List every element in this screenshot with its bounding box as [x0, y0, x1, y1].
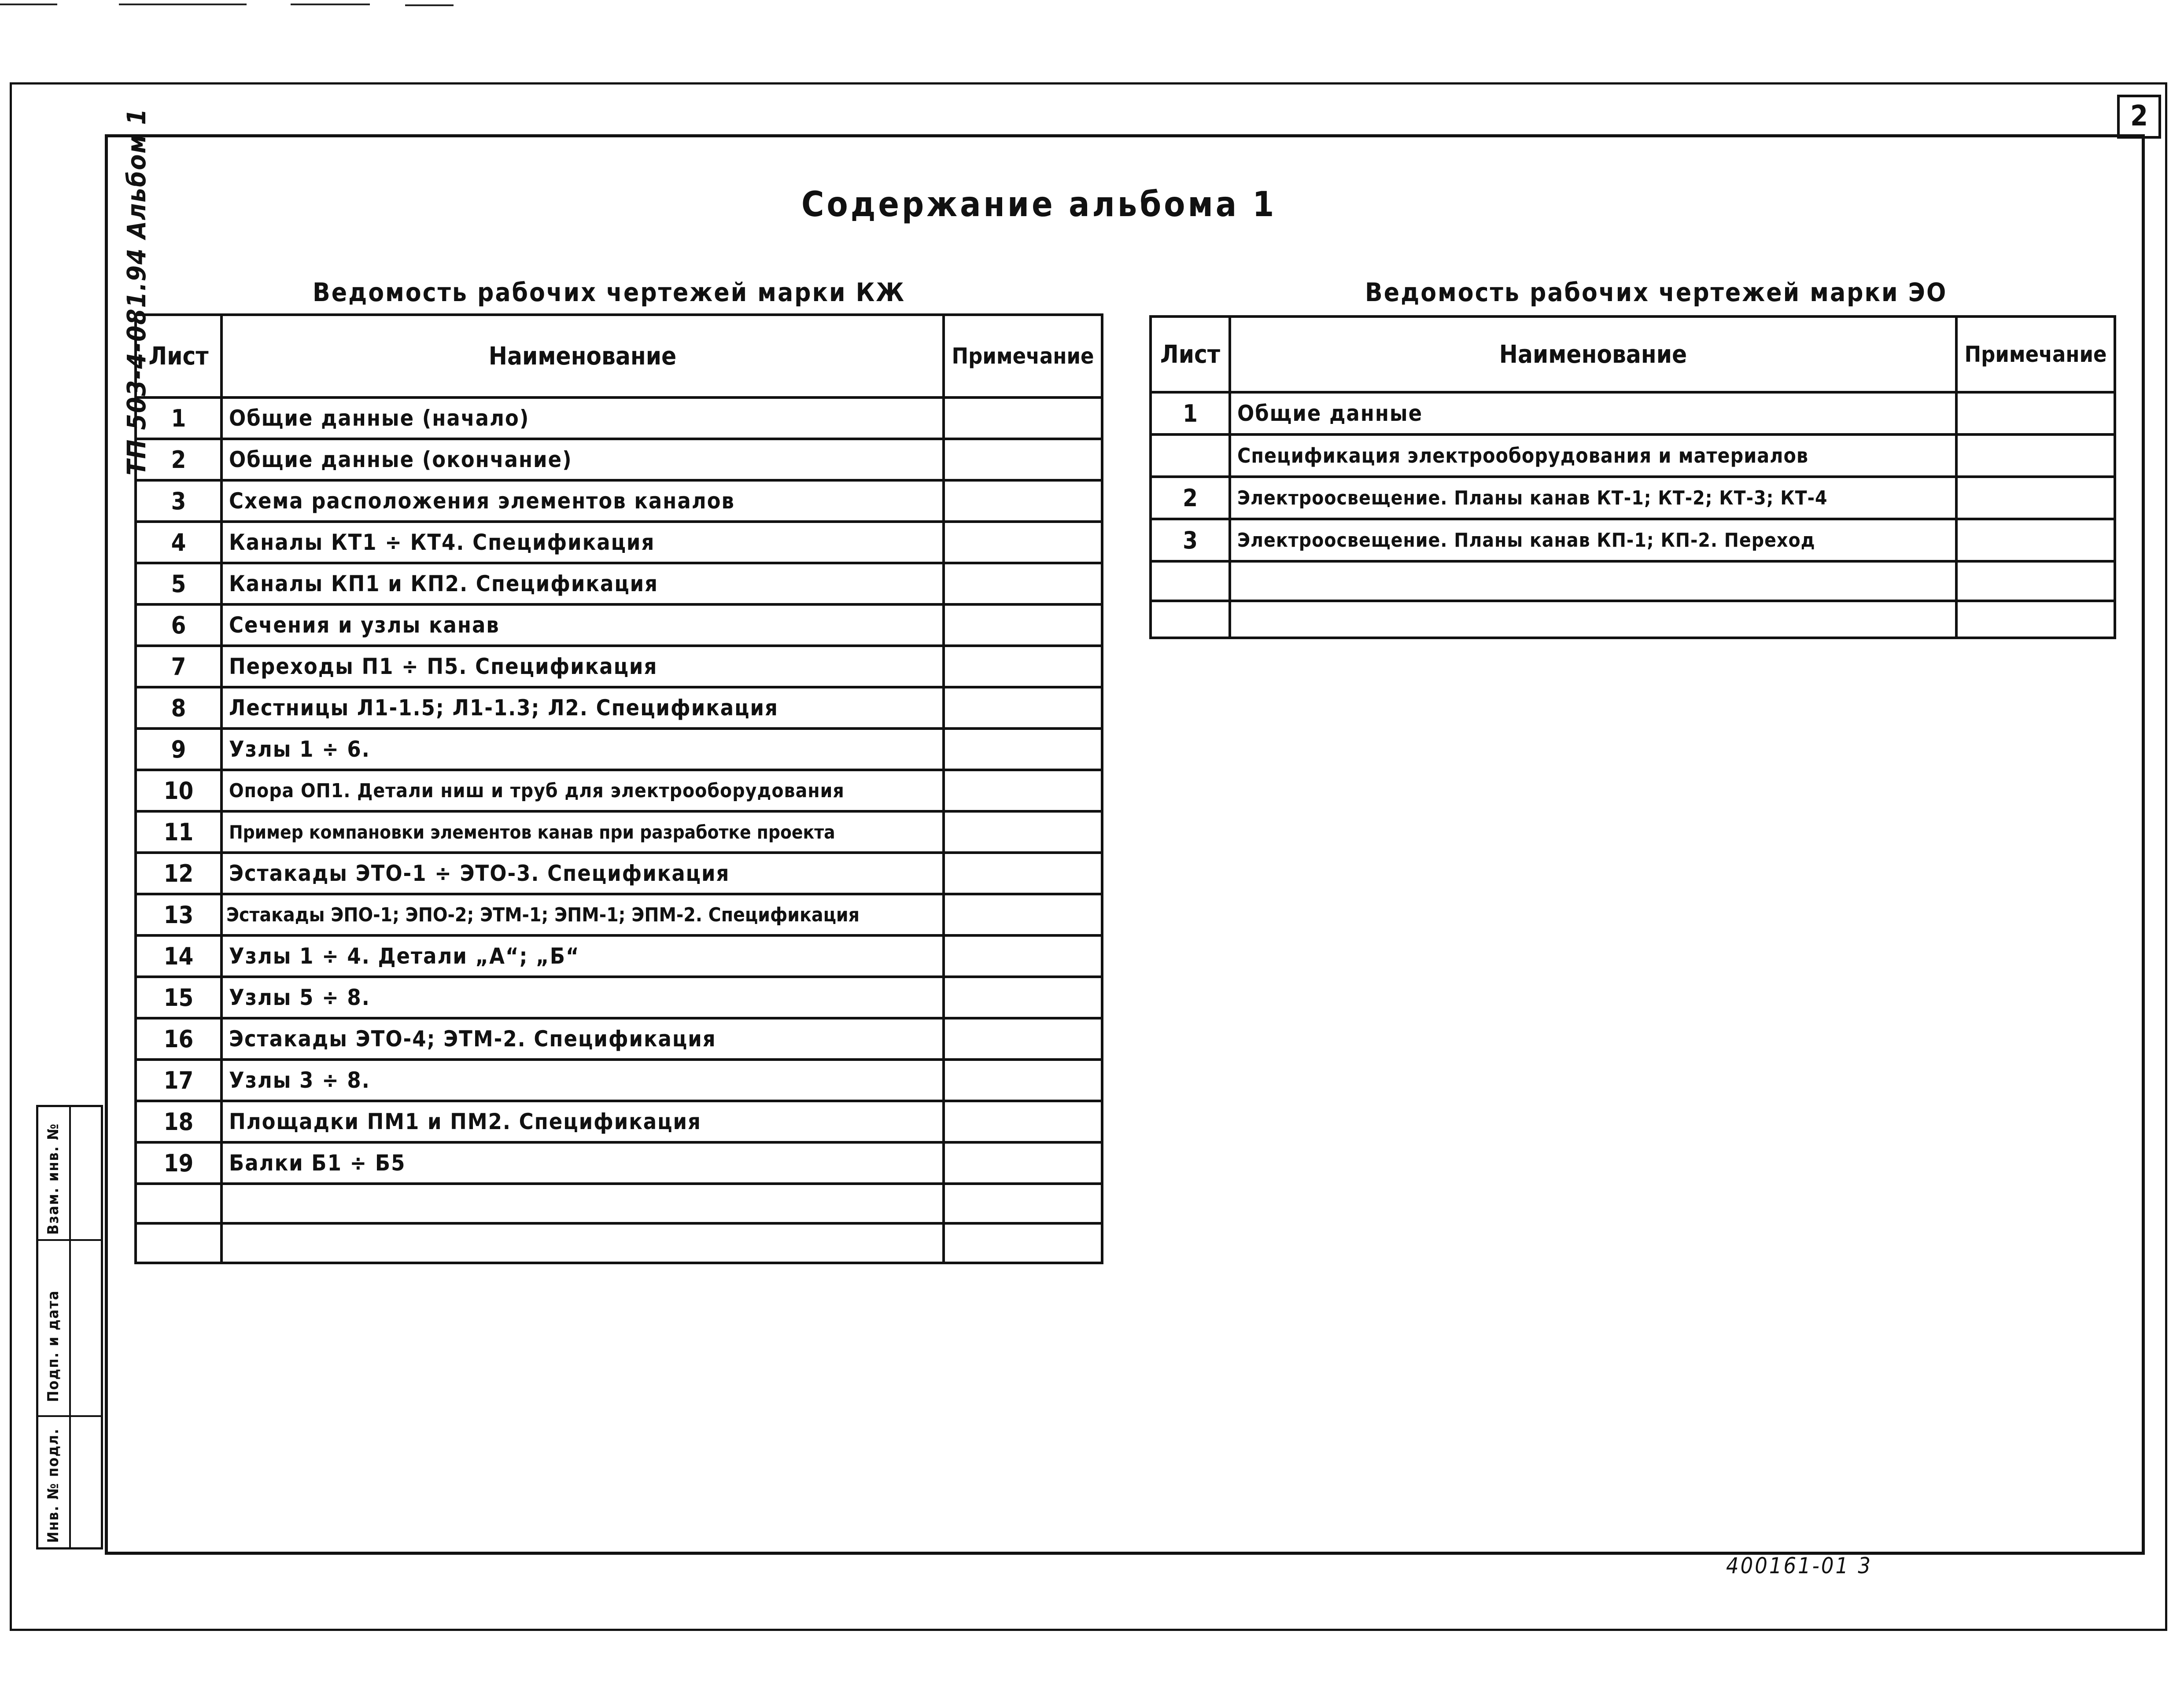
- row-name: Эстакады ЭПО-1; ЭПО-2; ЭТМ-1; ЭПМ-1; ЭПМ-2. Спецификация: [221, 894, 944, 935]
- scan-artifact-line: [405, 4, 454, 6]
- row-note: [944, 687, 1102, 729]
- row-note: [1956, 434, 2115, 477]
- header-note: Примечание: [944, 315, 1102, 397]
- row-sheet: [1151, 601, 1230, 638]
- table-row: [136, 439, 1102, 480]
- table-row: [136, 853, 1102, 894]
- table-row: [136, 770, 1102, 811]
- table-row: [136, 480, 1102, 522]
- row-sheet: 8: [136, 687, 221, 729]
- row-name: Узлы 5 ÷ 8.: [221, 977, 944, 1018]
- row-sheet: 13: [136, 894, 221, 935]
- table-header-row: [1151, 317, 2115, 392]
- row-name: [221, 1184, 944, 1223]
- row-sheet: 10: [136, 770, 221, 811]
- row-sheet: 4: [136, 522, 221, 563]
- row-name: [221, 1223, 944, 1263]
- row-note: [944, 522, 1102, 563]
- footer-document-code: 400161-01 3: [1726, 1553, 1873, 1579]
- row-note: [944, 1142, 1102, 1184]
- stamp-inv-podl: Инв. № подл.: [44, 1428, 62, 1543]
- row-sheet: [1151, 561, 1230, 601]
- row-sheet: 18: [136, 1101, 221, 1142]
- table-row: [136, 894, 1102, 935]
- row-sheet: [1151, 434, 1230, 477]
- stamp-vzam-inv: Взам. инв. №: [44, 1123, 62, 1235]
- row-sheet: 9: [136, 729, 221, 770]
- row-sheet: 7: [136, 646, 221, 687]
- row-sheet: 2: [136, 439, 221, 480]
- row-sheet: 12: [136, 853, 221, 894]
- row-note: [944, 1060, 1102, 1101]
- row-note: [1956, 392, 2115, 434]
- table-row: [136, 604, 1102, 646]
- row-note: [944, 1101, 1102, 1142]
- row-name: Каналы КП1 и КП2. Спецификация: [221, 563, 944, 604]
- row-note: [944, 397, 1102, 439]
- header-note: Примечание: [1956, 317, 2115, 392]
- header-name: Наименование: [221, 315, 944, 397]
- row-name: Общие данные: [1230, 392, 1956, 434]
- scan-artifact-line: [119, 4, 247, 5]
- row-name: Сечения и узлы канав: [221, 604, 944, 646]
- row-note: [944, 853, 1102, 894]
- row-name: Площадки ПМ1 и ПМ2. Спецификация: [221, 1101, 944, 1142]
- eo-table: [1149, 315, 2116, 639]
- row-sheet: 3: [1151, 519, 1230, 561]
- row-name: Пример компановки элементов канав при разработке проекта: [221, 811, 944, 853]
- table-row: [136, 522, 1102, 563]
- row-name: Узлы 3 ÷ 8.: [221, 1060, 944, 1101]
- page-number: 2: [2117, 95, 2161, 139]
- row-sheet: 15: [136, 977, 221, 1018]
- table-row: [136, 646, 1102, 687]
- header-sheet: Лист: [136, 315, 221, 397]
- row-sheet: 17: [136, 1060, 221, 1101]
- row-note: [944, 770, 1102, 811]
- eo-table-title: Ведомость рабочих чертежей марки ЭО: [1365, 277, 1948, 307]
- stamp-divider: [38, 1415, 101, 1417]
- row-name: Опора ОП1. Детали ниш и труб для электрооборудования: [221, 770, 944, 811]
- row-sheet: 1: [136, 397, 221, 439]
- side-document-code: ТП 503-4-081.94 Альбом 1: [122, 108, 151, 475]
- row-sheet: 11: [136, 811, 221, 853]
- row-note: [1956, 561, 2115, 601]
- row-note: [1956, 519, 2115, 561]
- row-sheet: 19: [136, 1142, 221, 1184]
- row-note: [944, 604, 1102, 646]
- row-name: Спецификация электрооборудования и материалов: [1230, 434, 1956, 477]
- table-row: [1151, 392, 2115, 434]
- row-note: [1956, 601, 2115, 638]
- row-sheet: 6: [136, 604, 221, 646]
- row-sheet: [136, 1184, 221, 1223]
- table-row: [136, 1060, 1102, 1101]
- table-row: [136, 397, 1102, 439]
- table-row: [1151, 477, 2115, 519]
- row-sheet: 2: [1151, 477, 1230, 519]
- stamp-divider: [38, 1239, 101, 1241]
- row-name: Переходы П1 ÷ П5. Спецификация: [221, 646, 944, 687]
- table-row: [1151, 519, 2115, 561]
- row-name: Общие данные (начало): [221, 397, 944, 439]
- table-row: [136, 1142, 1102, 1184]
- row-name: [1230, 601, 1956, 638]
- row-name: Каналы КТ1 ÷ КТ4. Спецификация: [221, 522, 944, 563]
- row-name: Эстакады ЭТО-1 ÷ ЭТО-3. Спецификация: [221, 853, 944, 894]
- row-note: [944, 1223, 1102, 1263]
- row-note: [1956, 477, 2115, 519]
- table-row: [1151, 601, 2115, 638]
- table-row: [136, 1018, 1102, 1060]
- row-sheet: 1: [1151, 392, 1230, 434]
- row-note: [944, 894, 1102, 935]
- scan-artifact-line: [291, 4, 370, 5]
- row-sheet: 5: [136, 563, 221, 604]
- header-name: Наименование: [1230, 317, 1956, 392]
- row-name: Узлы 1 ÷ 6.: [221, 729, 944, 770]
- row-name: Балки Б1 ÷ Б5: [221, 1142, 944, 1184]
- table-row: [136, 729, 1102, 770]
- row-note: [944, 480, 1102, 522]
- row-name: [1230, 561, 1956, 601]
- table-row: [1151, 434, 2115, 477]
- table-row: [136, 1184, 1102, 1223]
- table-header-row: [136, 315, 1102, 397]
- row-note: [944, 563, 1102, 604]
- row-sheet: [136, 1223, 221, 1263]
- row-note: [944, 1018, 1102, 1060]
- row-note: [944, 1184, 1102, 1223]
- row-note: [944, 977, 1102, 1018]
- table-row: [136, 563, 1102, 604]
- row-note: [944, 646, 1102, 687]
- table-row: [136, 1223, 1102, 1263]
- header-sheet: Лист: [1151, 317, 1230, 392]
- row-sheet: 16: [136, 1018, 221, 1060]
- row-note: [944, 935, 1102, 977]
- stamp-podp-data: Подп. и дата: [44, 1290, 62, 1402]
- kzh-table: [134, 313, 1103, 1264]
- row-name: Общие данные (окончание): [221, 439, 944, 480]
- kzh-table-title: Ведомость рабочих чертежей марки КЖ: [313, 277, 906, 307]
- row-sheet: 14: [136, 935, 221, 977]
- table-row: [136, 977, 1102, 1018]
- row-name: Эстакады ЭТО-4; ЭТМ-2. Спецификация: [221, 1018, 944, 1060]
- page-title: Содержание альбома 1: [801, 185, 1277, 225]
- row-note: [944, 439, 1102, 480]
- table-row: [136, 687, 1102, 729]
- row-note: [944, 729, 1102, 770]
- row-name: Электроосвещение. Планы канав КП-1; КП-2. Переход: [1230, 519, 1956, 561]
- row-sheet: 3: [136, 480, 221, 522]
- table-row: [136, 811, 1102, 853]
- row-name: Узлы 1 ÷ 4. Детали „А“; „Б“: [221, 935, 944, 977]
- table-row: [136, 935, 1102, 977]
- approval-stamp: [36, 1105, 103, 1549]
- table-row: [136, 1101, 1102, 1142]
- row-note: [944, 811, 1102, 853]
- row-name: Схема расположения элементов каналов: [221, 480, 944, 522]
- table-row: [1151, 561, 2115, 601]
- row-name: Лестницы Л1-1.5; Л1-1.3; Л2. Спецификация: [221, 687, 944, 729]
- row-name: Электроосвещение. Планы канав КТ-1; КТ-2; КТ-3; КТ-4: [1230, 477, 1956, 519]
- scan-artifact-line: [0, 4, 57, 5]
